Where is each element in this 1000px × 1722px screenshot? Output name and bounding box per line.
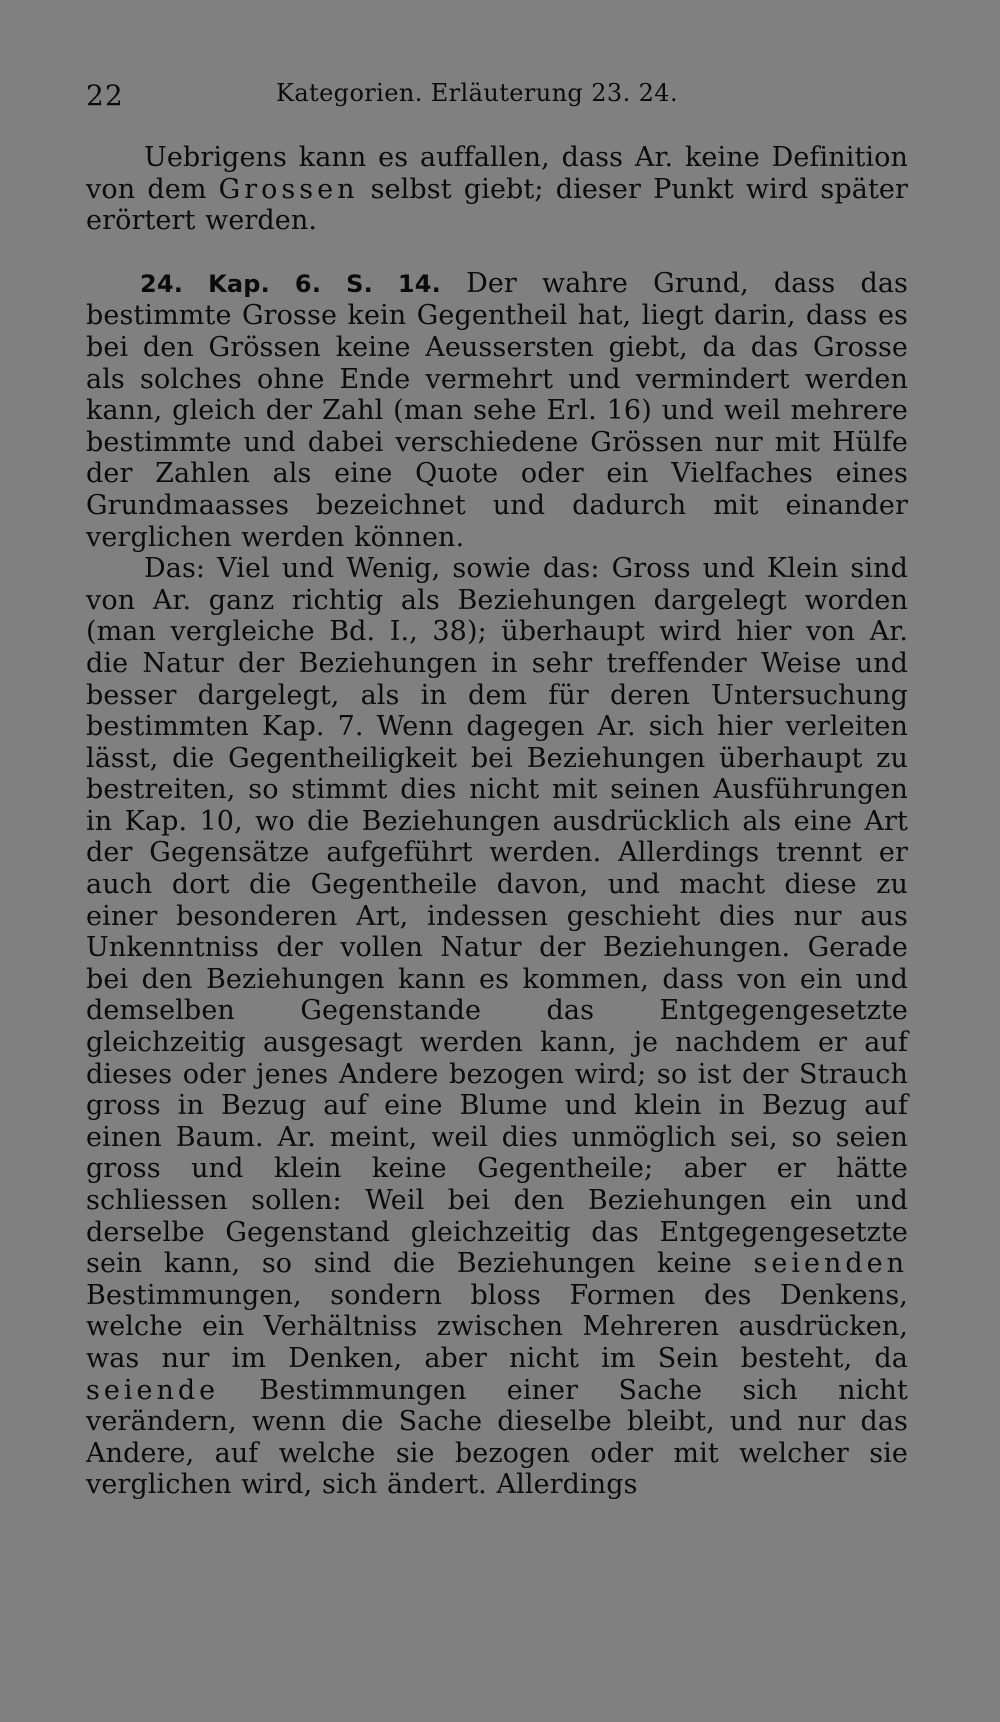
paragraph-text: Bestimmungen, sondern bloss Formen des Denkens, welche ein Verhältniss zwischen Mehreren ausdrücken, was nur im Denken, aber nicht im Sein besteht, da [86,1279,908,1374]
paragraph-viel-und-wenig [86,553,908,1501]
section-heading: 24. Kap. 6. S. 14. [140,269,441,298]
paragraph-uebrigens [86,142,908,237]
emphasis-seienden: seienden [753,1248,908,1280]
paragraph-text: Das: Viel und Wenig, sowie das: Gross und Klein sind von Ar. ganz richtig als Beziehungen dargelegt worden (man vergleiche Bd. I., 38); überhaupt wird hier von Ar. die Natur der Beziehungen in sehr treffender Weise und besser dargelegt, als in dem für deren Untersuchung bestimmten Kap. 7. Wenn dagegen Ar. sich hier verleiten lässt, die Gegentheiligkeit bei Beziehungen überhaupt zu bestreiten, so stimmt dies nicht mit seinen Ausführungen in Kap. 10, wo die Beziehungen ausdrücklich als eine Art der Gegensätze aufgeführt werden. Allerdings trennt er auch dort die Gegentheile davon, und macht diese zu einer besonderen Art, indessen geschieht dies nur aus Unkenntniss der vollen Natur der Beziehungen. Gerade bei den Beziehungen kann es kommen, dass von ein und demselben Gegenstande das Entgegengesetzte gleichzeitig ausgesagt werden kann, je nachdem er auf dieses oder jenes Andere bezogen wird; so ist der Strauch gross in Bezug auf eine Blume und klein in Bezug auf einen Baum. Ar. meint, weil dies unmöglich sei, so seien gross und klein keine Gegentheile; aber er hätte schliessen sollen: Weil bei den Beziehungen ein und derselbe Gegenstand gleichzeitig das Entgegengesetzte sein kann, so sind die Beziehungen keine [86,553,908,1280]
paragraph-section-24 [86,268,908,553]
emphasis-seiende: seiende [86,1374,220,1406]
running-head: Kategorien. Erläuterung 23. 24. [276,79,678,107]
book-page [86,70,908,1501]
paragraph-text: Uebrigens kann es auffallen, dass Ar. keine Definition von dem [86,142,908,205]
paragraph-text: selbst giebt; dieser Punkt wird später erörtert werden. [86,173,908,237]
page-number: 22 [86,79,124,112]
page-header [86,70,908,110]
paragraph-text: Der wahre Grund, dass das bestimmte Grosse kein Gegentheil hat, liegt darin, dass es bei den Grössen keine Aeussersten giebt, da das Grosse als solches ohne Ende vermehrt und vermindert werden kann, gleich der Zahl (man sehe Erl. 16) und weil mehrere bestimmte und dabei verschiedene Grössen nur mit Hülfe der Zahlen als eine Quote oder ein Vielfaches eines Grundmaasses bezeichnet und dadurch mit einander verglichen werden können. [86,267,908,553]
paragraph-text: Bestimmungen einer Sache sich nicht verändern, wenn die Sache dieselbe bleibt, und nur das Andere, auf welche sie bezogen oder mit welcher sie verglichen wird, sich ändert. Allerdings [86,1374,908,1501]
emphasis-grossen: Grossen [218,173,359,205]
